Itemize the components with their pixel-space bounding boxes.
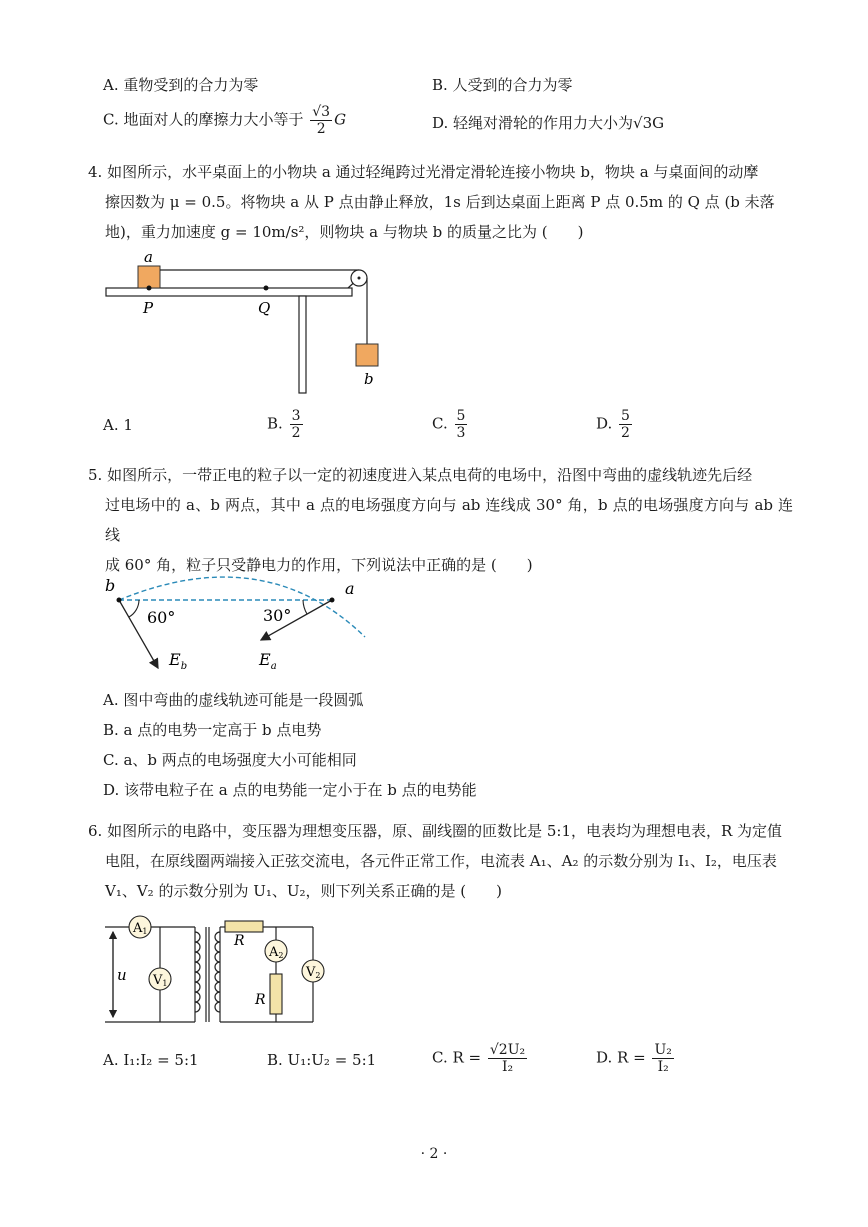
q5-option-c: C. a、b 两点的电场强度大小可能相同 bbox=[103, 751, 357, 769]
label-a: a bbox=[345, 579, 355, 598]
label-a: a bbox=[144, 250, 153, 266]
q3-option-d-value: √3G bbox=[633, 114, 665, 132]
q3-option-c-text: C. 地面对人的摩擦力大小等于 bbox=[103, 110, 304, 129]
table-top bbox=[106, 288, 352, 296]
q5-line-3: 成 60° 角，粒子只受静电力的作用，下列说法中正确的是 ( ) bbox=[105, 556, 533, 574]
q6-option-c-label: C. R = bbox=[432, 1048, 482, 1067]
q4-c-num: 5 bbox=[456, 408, 466, 424]
q4-option-b bbox=[267, 408, 305, 441]
point-q bbox=[264, 286, 269, 291]
q4-option-d-fraction bbox=[619, 408, 632, 441]
q4-c-den: 3 bbox=[456, 425, 466, 441]
q4-figure bbox=[100, 250, 390, 400]
question-4 bbox=[88, 157, 793, 247]
q4-option-d bbox=[596, 408, 634, 441]
table-leg bbox=[299, 296, 306, 393]
q6-option-d-fraction bbox=[652, 1042, 673, 1075]
q5-line-2: 过电场中的 a、b 两点，其中 a 点的电场强度方向与 ab 连线成 30° 角，b 点的电场强度方向与 ab 连线 bbox=[105, 496, 793, 544]
q5-option-b: B. a 点的电势一定高于 b 点电势 bbox=[103, 721, 322, 739]
question-5 bbox=[88, 460, 793, 580]
angle-arc-b bbox=[129, 600, 139, 617]
q4-b-den: 2 bbox=[291, 425, 301, 441]
q4-b-num: 3 bbox=[291, 408, 301, 424]
q4-option-a: A. 1 bbox=[103, 416, 133, 434]
angle-arc-a bbox=[303, 600, 307, 614]
q6-option-d-label: D. R = bbox=[596, 1048, 646, 1067]
q4-d-den: 2 bbox=[621, 425, 630, 441]
resistor-middle bbox=[270, 974, 282, 1014]
q5-option-d: D. 该带电粒子在 a 点的电势能一定小于在 b 点的电势能 bbox=[103, 781, 477, 799]
q3-option-c-fraction bbox=[310, 104, 332, 137]
r-top-label: R bbox=[234, 933, 245, 949]
pulley-axle bbox=[358, 277, 361, 280]
q6-option-b: B. U₁:U₂ = 5:1 bbox=[267, 1051, 377, 1069]
label-q: Q bbox=[258, 299, 271, 317]
eb-sub: b bbox=[180, 661, 188, 672]
q3-c-g: G bbox=[334, 110, 347, 129]
q4-line-1: 4. 如图所示，水平桌面上的小物块 a 通过轻绳跨过光滑定滑轮连接小物块 b，物块 a 与桌面间的动摩 bbox=[88, 163, 759, 181]
q6-d-den: I₂ bbox=[657, 1059, 669, 1075]
q3-c-denominator: 2 bbox=[316, 121, 326, 137]
q4-option-d-label: D. bbox=[596, 414, 613, 433]
label-ea bbox=[258, 650, 277, 672]
q4-option-c-label: C. bbox=[432, 414, 448, 433]
q6-option-c-fraction bbox=[488, 1042, 527, 1075]
a1-letter: A bbox=[133, 921, 143, 936]
page-number: · 2 · bbox=[420, 1146, 448, 1162]
v2-sub: 2 bbox=[315, 971, 321, 980]
q6-line-3: V₁、V₂ 的示数分别为 U₁、U₂，则下列关系正确的是 ( ) bbox=[105, 882, 503, 900]
q5-figure bbox=[95, 565, 395, 680]
q6-line-2: 电阻，在原线圈两端接入正弦交流电，各元件正常工作，电流表 A₁、A₂ 的示数分别为 I₁、I₂，电压表 bbox=[105, 852, 777, 870]
q4-option-b-label: B. bbox=[267, 414, 283, 433]
r-mid-label: R bbox=[255, 992, 266, 1008]
a2-sub: 2 bbox=[278, 951, 284, 960]
a2-letter: A bbox=[269, 945, 279, 960]
q5-options bbox=[103, 685, 793, 805]
ea-sub: a bbox=[270, 661, 277, 672]
angle-30: 30° bbox=[263, 606, 292, 625]
q6-c-num: √2U₂ bbox=[489, 1042, 526, 1058]
point-p bbox=[147, 286, 152, 291]
v2-letter: V bbox=[306, 965, 316, 980]
point-a bbox=[330, 598, 335, 603]
point-b bbox=[117, 598, 122, 603]
q4-option-b-fraction bbox=[290, 408, 303, 441]
q3-option-c bbox=[103, 104, 346, 137]
q6-option-a: A. I₁:I₂ = 5:1 bbox=[103, 1051, 199, 1069]
q6-c-den: I₂ bbox=[501, 1059, 514, 1075]
q3-option-b: B. 人受到的合力为零 bbox=[432, 76, 573, 94]
label-b: b bbox=[364, 370, 374, 388]
q5-line-1: 5. 如图所示，一带正电的粒子以一定的初速度进入某点电荷的电场中，沿图中弯曲的虚线轨迹先后经 bbox=[88, 466, 753, 484]
q6-option-c bbox=[432, 1042, 529, 1075]
v1-sub: 1 bbox=[162, 979, 168, 988]
label-b: b bbox=[105, 576, 116, 595]
q6-option-d bbox=[596, 1042, 676, 1075]
label-eb bbox=[168, 650, 187, 672]
q6-d-num: U₂ bbox=[654, 1042, 672, 1058]
angle-60: 60° bbox=[147, 608, 176, 627]
q3-option-d-text: D. 轻绳对滑轮的作用力大小为 bbox=[432, 114, 634, 132]
q4-line-3: 地)，重力加速度 g = 10m/s²，则物块 a 与物块 b 的质量之比为 ( ) bbox=[105, 223, 584, 241]
eb-e: E bbox=[169, 650, 181, 669]
ea-e: E bbox=[259, 650, 271, 669]
q3-c-numerator: √3 bbox=[312, 104, 331, 120]
a1-sub: 1 bbox=[142, 927, 148, 936]
q4-option-c bbox=[432, 408, 469, 441]
q3-option-d bbox=[432, 112, 664, 133]
q5-option-a: A. 图中弯曲的虚线轨迹可能是一段圆弧 bbox=[103, 691, 364, 709]
q6-circuit bbox=[100, 910, 340, 1030]
v1-letter: V bbox=[153, 973, 163, 988]
q4-line-2: 擦因数为 μ = 0.5。将物块 a 从 P 点由静止释放，1s 后到达桌面上距离 P 点 0.5m 的 Q 点 (b 未落 bbox=[105, 193, 775, 211]
q6-line-1: 6. 如图所示的电路中，变压器为理想变压器，原、副线圈的匝数比是 5:1，电表均为理想电表，R 为定值 bbox=[88, 822, 783, 840]
label-p: P bbox=[143, 299, 154, 317]
resistor-top bbox=[225, 921, 263, 932]
block-a bbox=[138, 266, 160, 288]
q3-option-a: A. 重物受到的合力为零 bbox=[103, 76, 259, 94]
q4-d-num: 5 bbox=[621, 408, 630, 424]
u-label: u bbox=[117, 966, 127, 984]
block-b bbox=[356, 344, 378, 366]
question-6 bbox=[88, 816, 793, 906]
q4-option-c-fraction bbox=[455, 408, 468, 441]
